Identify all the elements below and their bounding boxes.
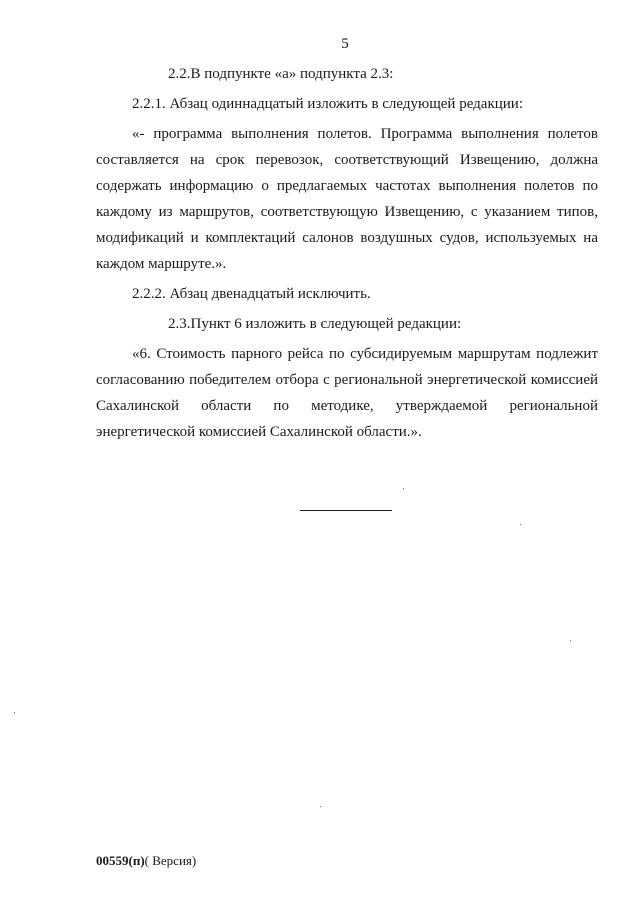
- item-number: 2.3.: [168, 316, 191, 332]
- paragraph-quote-cost: [96, 341, 598, 445]
- scan-speck: [14, 712, 15, 713]
- paragraph-2-2-2: [96, 281, 598, 307]
- paragraph-2-3: [96, 311, 598, 337]
- item-number: 2.2.: [168, 66, 191, 82]
- paragraph-text: Пункт 6 изложить в следующей редакции:: [190, 316, 462, 332]
- end-divider-line: [300, 510, 392, 511]
- paragraph-text: В подпункте «а» подпункта 2.3:: [190, 66, 394, 82]
- scan-speck: [520, 524, 521, 525]
- paragraph-2-2-1: [96, 91, 598, 117]
- page-number: 5: [341, 36, 349, 52]
- document-footer-code: [96, 853, 196, 869]
- document-code: 00559(п): [96, 853, 145, 868]
- scan-speck: [320, 806, 321, 807]
- paragraph-text: «- программа выполнения полетов. Программа выполнения полетов составляется на срок перевозок, соответствующий Извещению, должна содержать информацию о предлагаемых частотах выполнения полетов по каждому из маршрутов, соответствующую Извещению, с указанием типов, модификаций и комплектаций салонов воздушных судов, используемых на каждом маршруте.».: [96, 126, 598, 272]
- document-body: [96, 61, 598, 449]
- paragraph-text: «6. Стоимость парного рейса по субсидируемым маршрутам подлежит согласованию победителем отбора с региональной энергетической комиссией Сахалинской области по методике, утверждаемой региональной энергетической комиссией Сахалинской области.».: [96, 346, 598, 440]
- paragraph-text: 2.2.1. Абзац одиннадцатый изложить в следующей редакции:: [132, 96, 523, 112]
- scan-speck: [403, 488, 404, 489]
- scan-speck: [570, 640, 571, 641]
- paragraph-quote-program: [96, 121, 598, 277]
- paragraph-2-2: [96, 61, 598, 87]
- paragraph-text: 2.2.2. Абзац двенадцатый исключить.: [132, 286, 371, 302]
- document-version: ( Версия): [144, 853, 197, 868]
